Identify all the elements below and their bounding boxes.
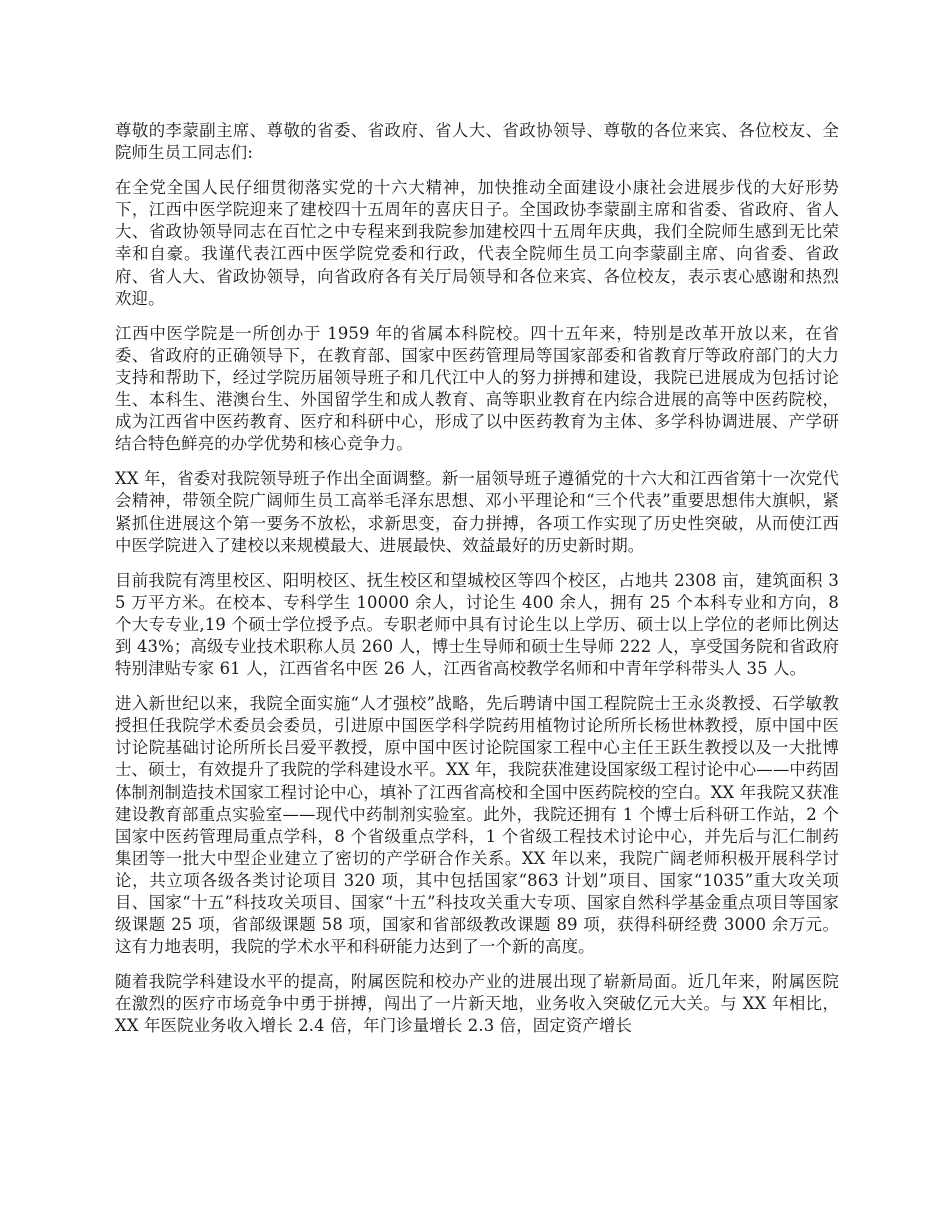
- document-body: [115, 120, 839, 1051]
- body-paragraph: 进入新世纪以来，我院全面实施“人才强校”战略，先后聘请中国工程院院士王永炎教授、石学敏教授担任我院学术委员会委员，引进原中国医学科学院药用植物讨论所所长杨世林教授，原中国中医讨论院基础讨论所所长吕爱平教授，原中国中医讨论院国家工程中心主任王跃生教授以及一大批博士、硕士，有效提升了我院的学科建设水平。XX 年，我院获准建设国家级工程讨论中心——中药固体制剂制造技术国家工程讨论中心，填补了江西省高校和全国中医药院校的空白。XX 年我院又获准建设教育部重点实验室——现代中药制剂实验室。此外，我院还拥有 1 个博士后科研工作站，2 个国家中医药管理局重点学科，8 个省级重点学科，1 个省级工程技术讨论中心，并先后与汇仁制药集团等一批大中型企业建立了密切的产学研合作关系。XX 年以来，我院广阔老师积极开展科学讨论，共立项各级各类讨论项目 320 项，其中包括国家“863 计划”项目、国家“1035”重大攻关项目、国家“十五”科技攻关项目、国家“十五”科技攻关重大专项、国家自然科学基金重点项目等国家级课题 25 项，省部级课题 58 项，国家和省部级教改课题 89 项，获得科研经费 3000 余万元。这有力地表明，我院的学术水平和科研能力达到了一个新的高度。: [115, 694, 839, 957]
- body-paragraph: 目前我院有湾里校区、阳明校区、抚生校区和望城校区等四个校区，占地共 2308 亩，建筑面积 35 万平方米。在校本、专科学生 10000 余人，讨论生 400 余人，拥有 25 个本科专业和方向，8 个大专专业,19 个硕士学位授予点。专职老师中具有讨论生以上学历、硕士以上学位的老师比例达到 43%；高级专业技术职称人员 260 人，博士生导师和硕士生导师 222 人，享受国务院和省政府特别津贴专家 61 人，江西省名中医 26 人，江西省高校教学名师和中青年学科带头人 35 人。: [115, 570, 839, 679]
- body-paragraph: 江西中医学院是一所创办于 1959 年的省属本科院校。四十五年来，特别是改革开放以来，在省委、省政府的正确领导下，在教育部、国家中医药管理局等国家部委和省教育厅等政府部门的大力支持和帮助下，经过学院历届领导班子和几代江中人的努力拼搏和建设，我院已进展成为包括讨论生、本科生、港澳台生、外国留学生和成人教育、高等职业教育在内综合进展的高等中医药院校，成为江西省中医药教育、医疗和科研中心，形成了以中医药教育为主体、多学科协调进展、产学研结合特色鲜亮的办学优势和核心竞争力。: [115, 323, 839, 454]
- body-paragraph: 随着我院学科建设水平的提高，附属医院和校办产业的进展出现了崭新局面。近几年来，附属医院在激烈的医疗市场竞争中勇于拼搏，闯出了一片新天地，业务收入突破亿元大关。与 XX 年相比，XX 年医院业务收入增长 2.4 倍，年门诊量增长 2.3 倍，固定资产增长: [115, 972, 839, 1036]
- body-paragraph: XX 年，省委对我院领导班子作出全面调整。新一届领导班子遵循党的十六大和江西省第十一次党代会精神，带领全院广阔师生员工高举毛泽东思想、邓小平理论和“三个代表”重要思想伟大旗帜，紧紧抓住进展这个第一要务不放松，求新思变，奋力拼搏，各项工作实现了历史性突破，从而使江西中医学院进入了建校以来规模最大、进展最快、效益最好的历史新时期。: [115, 469, 839, 555]
- salutation-paragraph: 尊敬的李蒙副主席、尊敬的省委、省政府、省人大、省政协领导、尊敬的各位来宾、各位校友、全院师生员工同志们:: [115, 121, 839, 163]
- body-paragraph: 在全党全国人民仔细贯彻落实党的十六大精神，加快推动全面建设小康社会进展步伐的大好形势下，江西中医学院迎来了建校四十五周年的喜庆日子。全国政协李蒙副主席和省委、省政府、省人大、省政协领导同志在百忙之中专程来到我院参加建校四十五周年庆典，我们全院师生感到无比荣幸和自豪。我谨代表江西中医学院党委和行政，代表全院师生员工向李蒙副主席、向省委、省政府、省人大、省政协领导，向省政府各有关厅局领导和各位来宾、各位校友，表示衷心感谢和热烈欢迎。: [115, 178, 839, 308]
